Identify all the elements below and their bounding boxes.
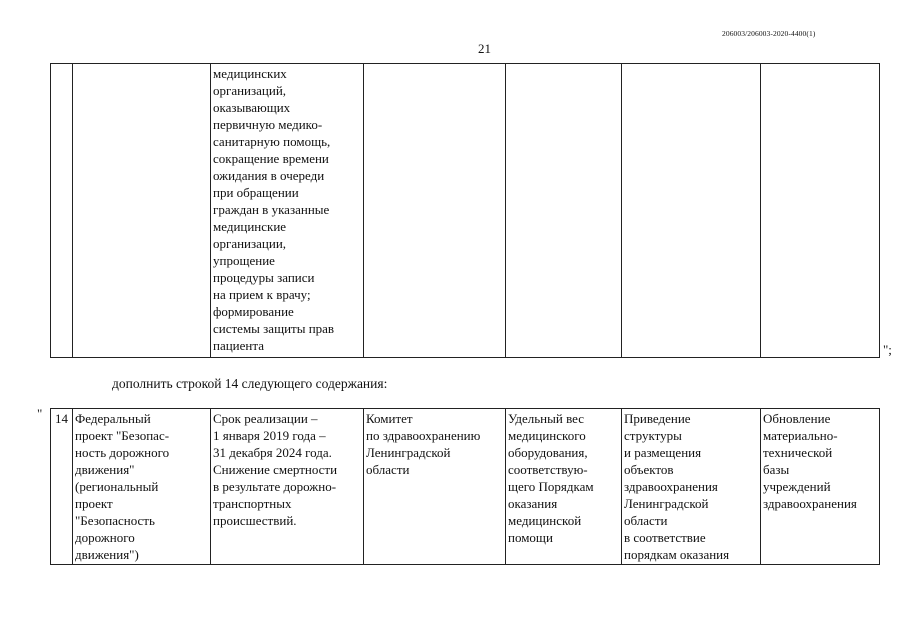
document-id: 206003/206003-2020-4400(1)	[722, 29, 816, 38]
table-row	[51, 64, 880, 358]
result-cell: Обновление материально- технической базы учреждений здравоохранения	[761, 409, 880, 565]
continued-table	[50, 63, 880, 358]
indicator-cell: Удельный вес медицинского оборудования, соответствую- щего Порядкам оказания медицинской помощи	[506, 409, 622, 565]
project-cell: Федеральный проект "Безопас- ность дорожного движения" (региональный проект "Безопасность дорожного движения")	[73, 409, 211, 565]
row-number: 14	[51, 409, 73, 565]
table-cell-terms: медицинских организаций, оказывающих первичную медико- санитарную помощь, сокращение времени ожидания в очереди при обращении граждан в указанные медицинские организации, упрощение процедуры записи на прием к врачу; формирование системы защиты прав пациента	[211, 64, 364, 358]
table-cell-executor	[364, 64, 506, 358]
closing-quote: ";	[883, 342, 892, 357]
opening-quote: "	[37, 406, 43, 421]
new-row-table	[50, 408, 880, 565]
table-cell-indicator	[506, 64, 622, 358]
table-cell-project	[73, 64, 211, 358]
table-cell-number	[51, 64, 73, 358]
terms-cell: Срок реализации – 1 января 2019 года – 31 декабря 2024 года. Снижение смертности в результате дорожно- транспортных происшествий.	[211, 409, 364, 565]
measure-cell: Приведение структуры и размещения объектов здравоохранения Ленинградской области в соответствие порядкам оказания	[622, 409, 761, 565]
instruction-text: дополнить строкой 14 следующего содержания:	[112, 376, 388, 391]
table-cell-result	[761, 64, 880, 358]
executor-cell: Комитет по здравоохранению Ленинградской области	[364, 409, 506, 565]
table-cell-measure	[622, 64, 761, 358]
table-row	[51, 409, 880, 565]
page-number: 21	[478, 41, 491, 56]
